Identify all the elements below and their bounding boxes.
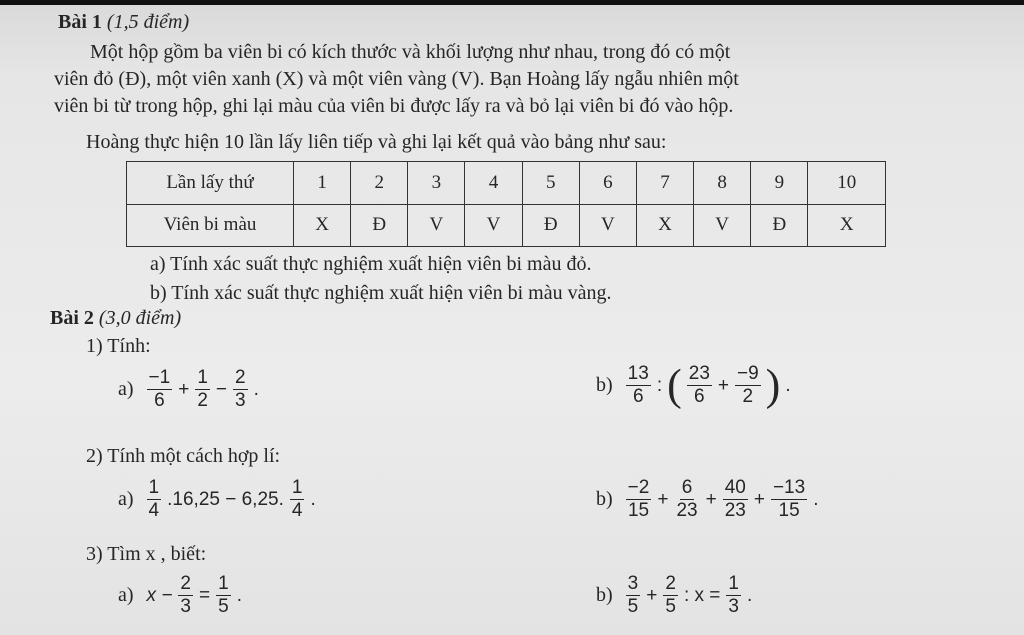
- fraction: $\frac{2}{3}$: [180, 573, 191, 617]
- fraction: $\frac{1}{4}$: [148, 477, 160, 521]
- operator: +: [753, 488, 765, 510]
- fraction: $\frac{1}{4}$: [291, 477, 303, 521]
- operator: :: [656, 374, 663, 396]
- exercise-1-line-1: Một hộp gồm ba viên bi có kích thước và khối lượng như nhau, trong đó có một: [90, 41, 731, 63]
- expression-3b: [596, 573, 753, 618]
- fraction: $\frac{2}{5}$: [665, 573, 676, 617]
- exercise-2-points: (3,0 điểm): [98, 307, 182, 329]
- expression-label: b): [596, 488, 613, 510]
- operator: +: [657, 488, 669, 510]
- table-cell: Đ: [351, 204, 408, 247]
- table-cell: Đ: [751, 204, 808, 247]
- expression-2b: [596, 477, 819, 522]
- fraction: $\frac{13}{6}$: [627, 363, 649, 407]
- expression-label: a): [118, 378, 134, 400]
- expression-1b: [596, 360, 792, 410]
- table-cell: V: [694, 204, 751, 247]
- fraction: $\frac{-1}{6}$: [148, 367, 171, 411]
- table-cell: 1: [294, 162, 351, 205]
- exercise-1-line-2: viên đỏ (Đ), một viên xanh (X) và một viên vàng (V). Bạn Hoàng lấy ngẫu nhiên một: [54, 68, 739, 90]
- expression-1a: [118, 367, 260, 412]
- part-1-heading: 1) Tính:: [86, 335, 151, 357]
- fraction: $\frac{23}{6}$: [688, 363, 710, 407]
- table-cell: 8: [694, 162, 751, 205]
- fraction: $\frac{2}{3}$: [235, 367, 246, 411]
- table-row-ball-color: [127, 204, 886, 247]
- expression-prefix: x −: [146, 584, 173, 606]
- table-cell: 4: [465, 162, 522, 205]
- table-cell: 10: [808, 162, 886, 205]
- exercise-1-line-4: Hoàng thực hiện 10 lần lấy liên tiếp và ghi lại kết quả vào bảng như sau:: [86, 131, 667, 153]
- table-cell: 9: [751, 162, 808, 205]
- fraction: $\frac{-13}{15}$: [772, 477, 806, 521]
- part-2-heading: 2) Tính một cách hợp lí:: [86, 445, 281, 467]
- expression-2a: [118, 477, 317, 522]
- expression-middle: .16,25 − 6,25.: [167, 488, 284, 510]
- period: .: [253, 378, 259, 400]
- fraction: $\frac{3}{5}$: [627, 573, 639, 617]
- table-cell: 3: [408, 162, 465, 205]
- fraction: $\frac{-2}{15}$: [627, 477, 650, 521]
- table-cell: X: [636, 204, 693, 247]
- table-cell: V: [408, 204, 465, 247]
- part-3-heading: 3) Tìm x , biết:: [86, 543, 207, 565]
- exercise-1-label: Bài 1: [58, 11, 102, 33]
- exercise-2-title: [50, 307, 181, 330]
- period: .: [813, 488, 819, 510]
- period: .: [236, 584, 242, 606]
- exercise-1-line-3: viên bi từ trong hộp, ghi lại màu của viên bi được lấy ra và bỏ lại viên bi đó vào hộp.: [54, 95, 734, 117]
- right-parenthesis: ): [765, 360, 781, 410]
- operator: +: [646, 584, 658, 606]
- expression-3a: [118, 573, 243, 618]
- expression-label: b): [596, 374, 613, 396]
- results-table: [126, 161, 886, 247]
- table-cell: X: [808, 204, 886, 247]
- fraction: $\frac{1}{2}$: [197, 367, 208, 411]
- exercise-1-question-a: a) Tính xác suất thực nghiệm xuất hiện viên bi màu đỏ.: [150, 253, 592, 275]
- period: .: [746, 584, 753, 606]
- period: .: [785, 374, 791, 396]
- operator: =: [199, 584, 211, 606]
- table-cell: Đ: [522, 204, 579, 247]
- table-cell: V: [579, 204, 636, 247]
- exercise-1-title: [58, 11, 189, 34]
- operator: −: [215, 378, 228, 400]
- expression-middle: : x =: [683, 584, 721, 606]
- expression-label: a): [118, 584, 134, 606]
- table-cell: 2: [351, 162, 408, 205]
- table-row-header: Viên bi màu: [127, 204, 294, 247]
- operator: +: [717, 374, 729, 396]
- operator: +: [705, 488, 717, 510]
- table-cell: 6: [579, 162, 636, 205]
- table-cell: X: [294, 204, 351, 247]
- fraction: $\frac{1}{5}$: [218, 573, 229, 617]
- exercise-1-question-b: b) Tính xác suất thực nghiệm xuất hiện viên bi màu vàng.: [150, 282, 612, 304]
- expression-label: b): [596, 584, 613, 606]
- fraction: $\frac{-9}{2}$: [737, 363, 759, 407]
- table-cell: V: [465, 204, 522, 247]
- expression-label: a): [118, 488, 134, 510]
- fraction: $\frac{1}{3}$: [728, 573, 739, 617]
- exercise-1-points: (1,5 điểm): [106, 11, 190, 33]
- table-cell: 7: [636, 162, 693, 205]
- table-row-header: Lần lấy thứ: [127, 162, 294, 205]
- fraction: $\frac{6}{23}$: [676, 477, 698, 521]
- period: .: [310, 488, 316, 510]
- left-parenthesis: (: [667, 360, 682, 410]
- table-cell: 5: [522, 162, 579, 205]
- table-row-trial-number: [127, 162, 886, 205]
- exercise-2-label: Bài 2: [50, 307, 94, 329]
- fraction: $\frac{40}{23}$: [724, 477, 746, 521]
- operator: +: [178, 378, 190, 400]
- worksheet-page: [0, 5, 1024, 635]
